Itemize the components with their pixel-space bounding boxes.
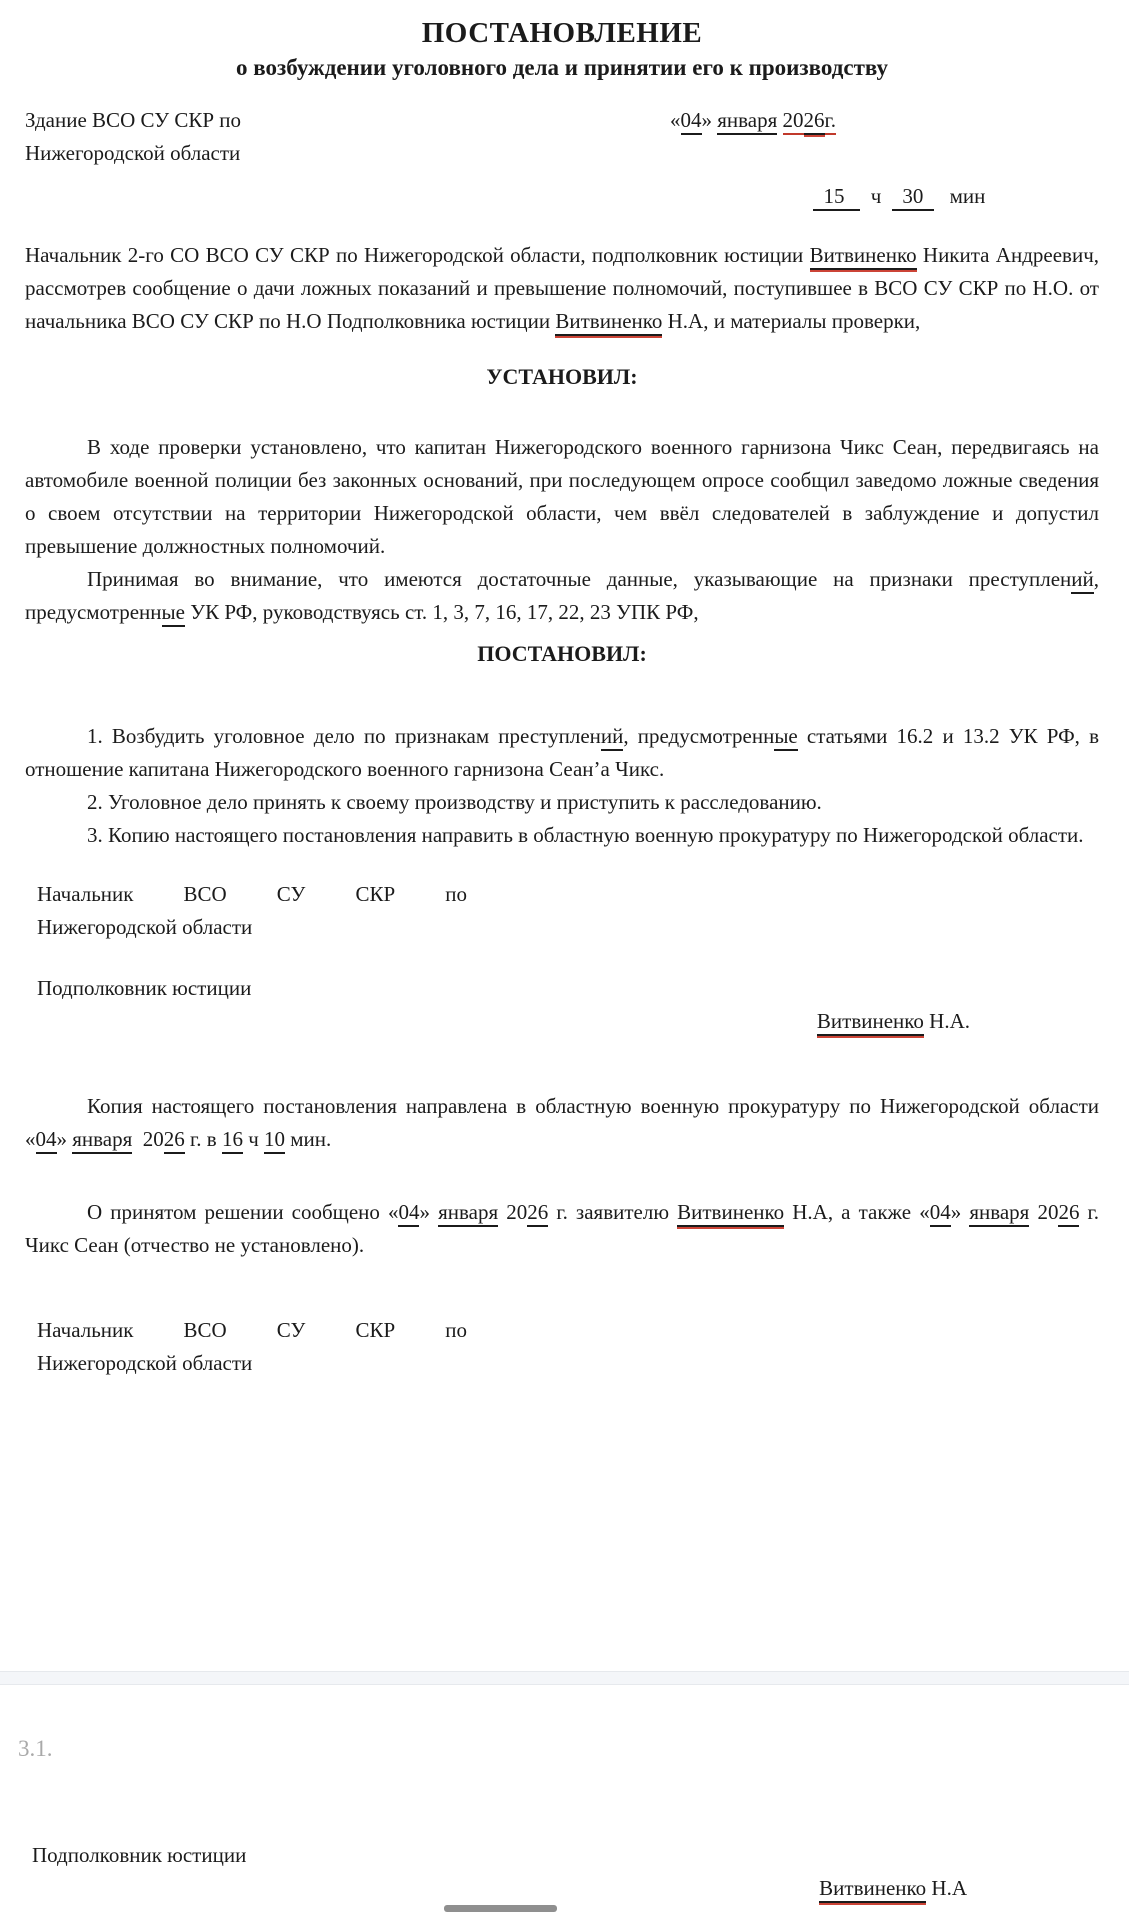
issue-date: «04» января 2026г. xyxy=(670,104,836,137)
page2-signature-name: Витвиненко Н.А xyxy=(18,1872,1099,1905)
copy-sent-paragraph: Копия настоящего постановления направлена в областную военную прокуратуру по Нижегородской области «04» января 2026 г. в 16 ч 10 мин. xyxy=(25,1090,1099,1156)
issuing-place-line-1: Здание ВСО СУ СКР по xyxy=(25,108,242,132)
signature-position-line-1: Начальник ВСО СУ СКР по xyxy=(37,882,467,906)
signature-name: Витвиненко Н.А. xyxy=(25,1005,1099,1038)
signature-rank: Подполковник юстиции xyxy=(37,976,252,1000)
page-break-divider xyxy=(0,1671,1129,1685)
drag-handle[interactable] xyxy=(444,1905,557,1912)
page2-signature-rank: Подполковник юстиции xyxy=(32,1843,247,1867)
signature-block-1 xyxy=(37,878,1099,944)
document-subtitle: о возбуждении уголовного дела и принятии его к производству xyxy=(235,55,889,80)
resolution-item-2: 2. Уголовное дело принять к своему производству и приступить к расследованию. xyxy=(87,790,822,814)
issuing-place xyxy=(25,104,365,170)
header-row xyxy=(25,104,1099,170)
resolution-item-1: 1. Возбудить уголовное дело по признакам преступлений, предусмотренные статьями 16.2 и 13.2 УК РФ, в отношение капитана Нижегородского военного гарнизона Сеан’а Чикс. xyxy=(25,724,1099,781)
resolution-item-3: 3. Копию настоящего постановления направить в областную военную прокуратуру по Нижегородской области. xyxy=(87,823,1084,847)
signature2-position-line-2: Нижегородской области xyxy=(37,1351,253,1375)
section-heading-postanovil: ПОСТАНОВИЛ: xyxy=(477,641,647,666)
issuing-place-line-2: Нижегородской области xyxy=(25,141,241,165)
notification-paragraph: О принятом решении сообщено «04» января 2026 г. заявителю Витвиненко Н.А, а также «04» января 2026 г. Чикс Сеан (отчество не установлено). xyxy=(25,1200,1100,1257)
signature-position-line-2: Нижегородской области xyxy=(37,915,253,939)
page2-corner-label: 3.1. xyxy=(18,1736,53,1761)
section-heading-ustanovil: УСТАНОВИЛ: xyxy=(486,364,638,389)
signature-block-2 xyxy=(37,1314,1099,1380)
issue-time: 15 ч 30 мин xyxy=(25,180,1099,213)
basis-paragraph: Принимая во внимание, что имеются достаточные данные, указывающие на признаки преступлений, предусмотренные УК РФ, руководствуясь ст. 1, 3, 7, 16, 17, 22, 23 УПК РФ, xyxy=(25,563,1099,629)
facts-paragraph: В ходе проверки установлено, что капитан Нижегородского военного гарнизона Чикс Сеан, передвигаясь на автомобиле военной полиции без законных оснований, при последующем опросе сообщил заведомо ложные сведения о своем отсутствии на территории Нижегородской области, чем ввёл следователей в заблуждение и допустил превышение должностных полномочий. xyxy=(25,435,1099,558)
document-page-2 xyxy=(0,1685,1129,1920)
document-title: ПОСТАНОВЛЕНИЕ xyxy=(421,17,703,49)
signature2-position-line-1: Начальник ВСО СУ СКР по xyxy=(37,1318,467,1342)
intro-paragraph: Начальник 2-го СО ВСО СУ СКР по Нижегородской области, подполковник юстиции Витвиненко Никита Андреевич, рассмотрев сообщение о дачи ложных показаний и превышение полномочий, поступившее в ВСО СУ СКР по Н.О. от начальника ВСО СУ СКР по Н.О Подполковника юстиции Витвиненко Н.А, и материалы проверки, xyxy=(25,239,1099,338)
